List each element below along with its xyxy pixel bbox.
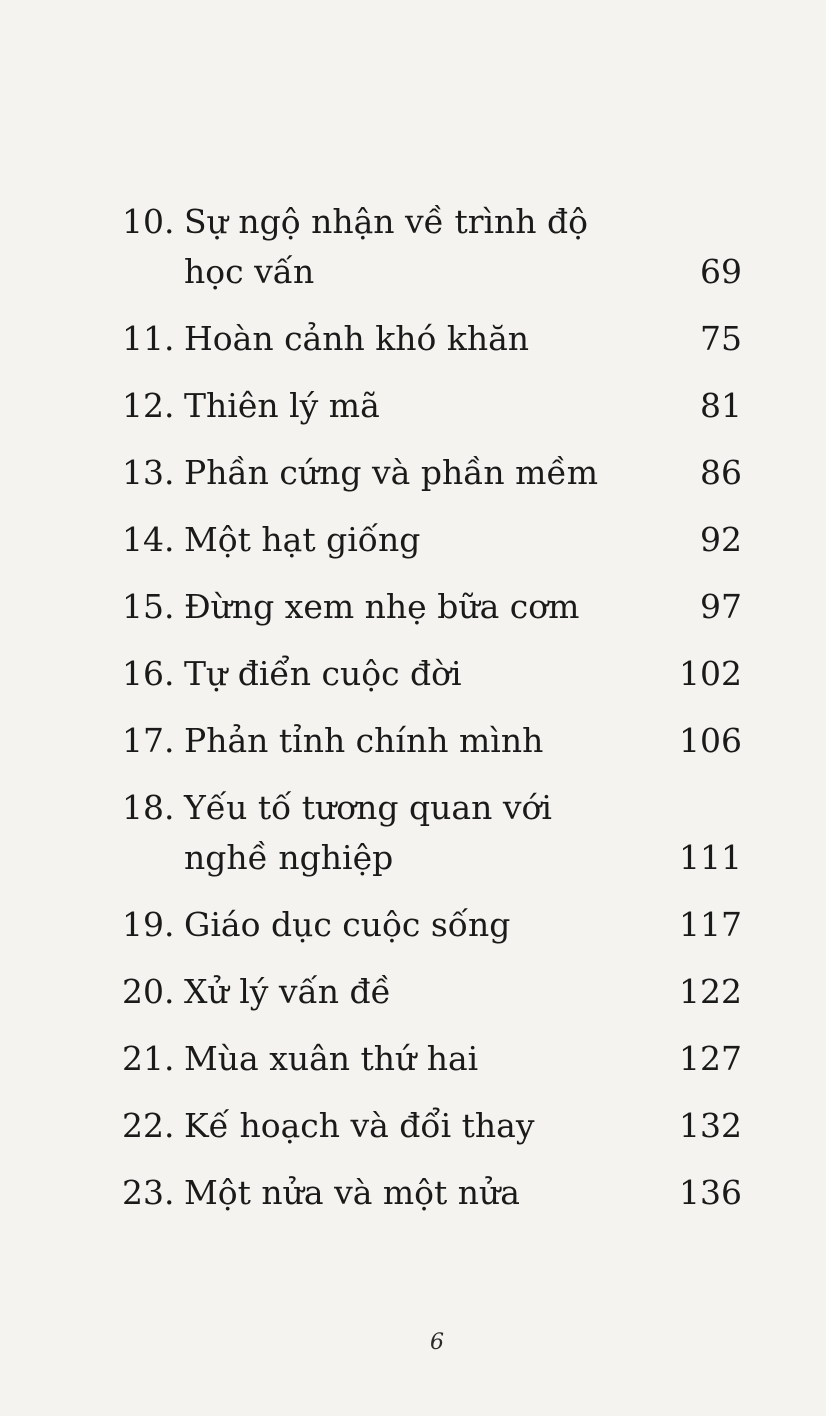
toc-entry-page: 136: [679, 1173, 742, 1212]
toc-entry-number: 15.: [122, 587, 175, 626]
toc-entry-title-line: Phần cứng và phần mềm: [184, 453, 599, 492]
toc-entry: [122, 453, 742, 496]
toc-entry: [122, 386, 742, 429]
toc-entry: [122, 972, 742, 1015]
toc-entry-page: 81: [700, 386, 742, 425]
toc-entry-title-line: Một nửa và một nửa: [184, 1173, 520, 1212]
toc-entry-page: 111: [679, 838, 742, 877]
toc-entry-page: 127: [679, 1039, 742, 1078]
toc-entry: [122, 587, 742, 630]
toc-entry-title-line: Xử lý vấn đề: [184, 972, 391, 1011]
toc-entry-title-line: Tự điển cuộc đời: [184, 654, 462, 693]
toc-entry: [122, 520, 742, 563]
page-number: 6: [430, 1330, 444, 1355]
toc-entry-number: 22.: [122, 1106, 175, 1145]
toc-entry-number: 17.: [122, 721, 175, 760]
toc-entry-number: 21.: [122, 1039, 175, 1078]
toc-entry-page: 102: [679, 654, 742, 693]
toc-entry: [122, 788, 742, 881]
toc-entry-number: 12.: [122, 386, 175, 425]
toc-entry: [122, 1106, 742, 1149]
toc-entry-page: 122: [679, 972, 742, 1011]
toc-entry-title-line: Hoàn cảnh khó khăn: [184, 319, 530, 358]
toc-entry-title-line: Kế hoạch và đổi thay: [184, 1106, 535, 1145]
toc-entry-title-line: Thiên lý mã: [184, 386, 380, 425]
toc-entry-page: 69: [700, 252, 742, 291]
toc-entry-title-line: Phản tỉnh chính mình: [184, 721, 544, 760]
toc-entry-page: 92: [700, 520, 742, 559]
toc-entry-title-line: Mùa xuân thứ hai: [184, 1039, 479, 1078]
toc-entry-number: 19.: [122, 905, 175, 944]
toc-entry: [122, 905, 742, 948]
toc-entry-title-line: Yếu tố tương quan với: [184, 788, 552, 827]
toc-entry: [122, 1173, 742, 1216]
toc-entry-title-line: Sự ngộ nhận về trình độ: [184, 202, 589, 241]
toc-entry-number: 20.: [122, 972, 175, 1011]
toc-entry-page: 86: [700, 453, 742, 492]
toc-entry-page: 106: [679, 721, 742, 760]
toc-entry: [122, 654, 742, 697]
toc-entry-number: 18.: [122, 788, 175, 827]
toc-entry-page: 97: [700, 587, 742, 626]
toc-entry-title-line: Đừng xem nhẹ bữa cơm: [184, 587, 580, 626]
toc-entry-title-line: học vấn: [184, 252, 315, 291]
toc-entry: [122, 319, 742, 362]
toc-entry: [122, 1039, 742, 1082]
toc-entry-number: 16.: [122, 654, 175, 693]
toc-entry-title-line: Một hạt giống: [184, 520, 421, 559]
toc-entry-number: 23.: [122, 1173, 175, 1212]
toc-entry-page: 117: [679, 905, 742, 944]
toc-entry-title-line: nghề nghiệp: [184, 838, 394, 877]
toc-entry: [122, 721, 742, 764]
toc-entry-page: 75: [700, 319, 742, 358]
toc-entry-number: 10.: [122, 202, 175, 241]
toc-entry-number: 14.: [122, 520, 175, 559]
toc-entry-number: 13.: [122, 453, 175, 492]
toc-entry-number: 11.: [122, 319, 175, 358]
toc-entry-title-line: Giáo dục cuộc sống: [184, 905, 511, 944]
toc-entry: [122, 202, 742, 295]
toc-entry-page: 132: [679, 1106, 742, 1145]
